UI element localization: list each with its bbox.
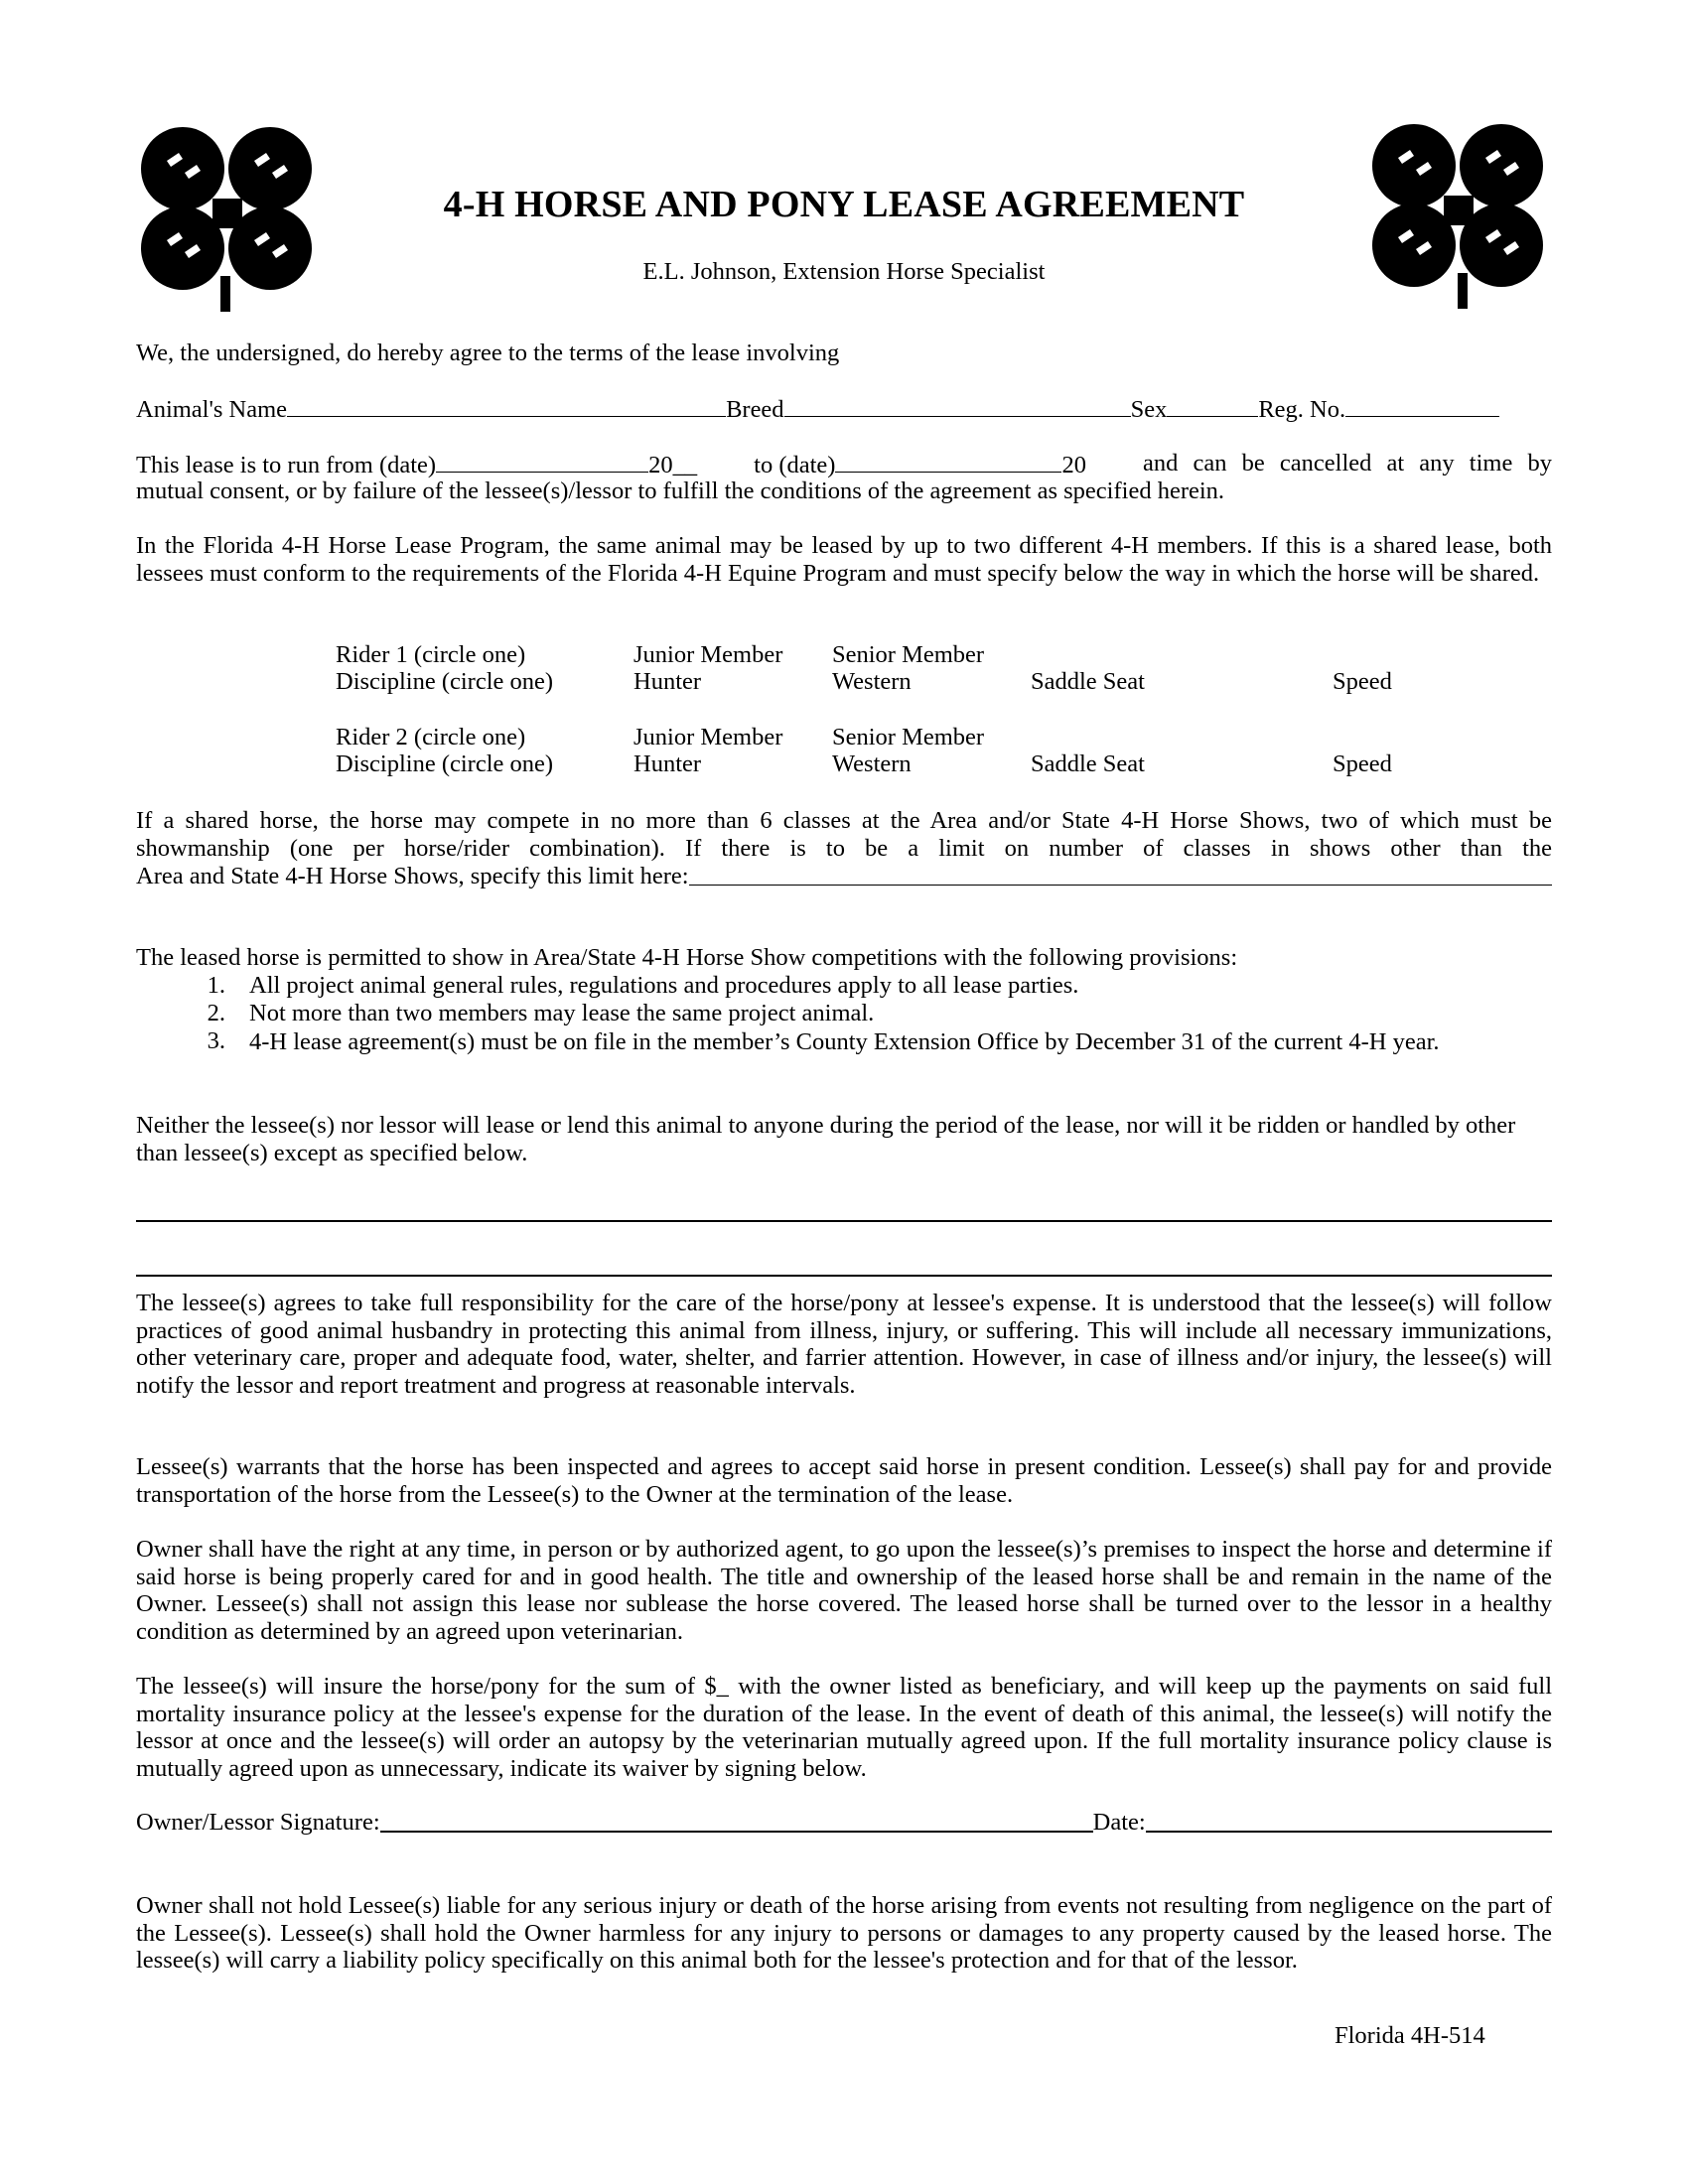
to-year: 20 (1061, 452, 1086, 478)
rider-2-western-option[interactable]: Western (832, 751, 912, 777)
intro-text: We, the undersigned, do hereby agree to the terms of the lease involving (136, 340, 840, 366)
document-author: E.L. Johnson, Extension Horse Specialist (642, 258, 1046, 285)
rider-2-label: Rider 2 (circle one) (336, 724, 526, 751)
from-date-field[interactable] (436, 450, 648, 473)
owner-rights-text: Owner shall have the right at any time, in person or by authorized agent, to go upon the lessee(s)’s premises to inspect the horse and determine if said horse is being properly cared for and in good health. The title and ownership of the leased horse shall be and remain in the name of the Owner. Lessee(s) shall not assign this lease nor sublease the horse covered. The leased horse shall be turned over to the lessor in a healthy condition as determined by an agreed upon veterinarian. (136, 1536, 1552, 1645)
rider-2-saddle-seat-option[interactable]: Saddle Seat (1031, 751, 1145, 777)
rider-1-western-option[interactable]: Western (832, 668, 912, 695)
date-label: Date: (1092, 1809, 1146, 1836)
insurance-text: The lessee(s) will insure the horse/pony for the sum of $_ with the owner listed as beneficiary, and will keep up the payments on said full mortality insurance policy at the lessee's expense for the duration of the lease. In the event of death of this animal, the lessee(s) will notify the lessor at once and the lessee(s) will order an autopsy by the veterinarian mutually agreed upon. If the full mortality insurance policy clause is mutually agreed upon as unnecessary, indicate its waiver by signing below. (136, 1673, 1552, 1782)
shared-limit-text: If a shared horse, the horse may compete in no more than 6 classes at the Area and/or State 4-H Horse Shows, two of which must be showmanship (one per horse/rider combination). If there is to be a limit on number of classes in shows other than the (136, 807, 1552, 862)
reg-no-label: Reg. No. (1258, 396, 1346, 423)
rider-2-junior-option[interactable]: Junior Member (633, 724, 783, 751)
list-item: 3. 4-H lease agreement(s) must be on file in the member’s County Extension Office by December 31 of the current 4-H year. (207, 1027, 1440, 1055)
rider-1-hunter-option[interactable]: Hunter (633, 668, 702, 695)
rider-1-senior-option[interactable]: Senior Member (832, 641, 985, 668)
animal-name-label: Animal's Name (136, 396, 288, 423)
to-date-field[interactable] (835, 450, 1061, 473)
form-number: Florida 4H-514 (1335, 2022, 1485, 2049)
document-title: 4-H HORSE AND PONY LEASE AGREEMENT (443, 184, 1245, 225)
to-date-label: to (date) (754, 452, 836, 478)
rider-2-speed-option[interactable]: Speed (1333, 751, 1392, 777)
shared-limit-field[interactable] (689, 863, 1552, 886)
provisions-list (136, 972, 1552, 1057)
signature-row (136, 1809, 1552, 1837)
specified-line-2[interactable] (136, 1275, 1552, 1277)
reg-no-field[interactable] (1345, 394, 1499, 417)
rider-2-discipline-label: Discipline (circle one) (336, 751, 554, 777)
lease-term-line (136, 450, 1552, 479)
rider-1-saddle-seat-option[interactable]: Saddle Seat (1031, 668, 1145, 695)
owner-signature-field[interactable] (380, 1809, 1093, 1833)
care-text: The lessee(s) agrees to take full responsibility for the care of the horse/pony at lessee's expense. It is understood that the lessee(s) will follow practices of good animal husbandry in protecting this animal from illness, injury, or suffering. This will include all necessary immunizations, other veterinary care, proper and adequate food, water, shelter, and farrier attention. However, in case of illness and/or injury, the lessee(s) will notify the lessor and report treatment and progress at reasonable intervals. (136, 1290, 1552, 1399)
rider-2-hunter-option[interactable]: Hunter (633, 751, 702, 777)
rider-2-senior-option[interactable]: Senior Member (832, 724, 985, 751)
breed-field[interactable] (784, 394, 1131, 417)
owner-signature-label: Owner/Lessor Signature: (136, 1809, 380, 1836)
specified-line-1[interactable] (136, 1220, 1552, 1222)
list-item: 1. All project animal general rules, regulations and procedures apply to all lease parties. (207, 972, 1079, 999)
cancel-clause: and can be cancelled at any time by (1143, 450, 1552, 477)
sex-field[interactable] (1167, 394, 1258, 417)
list-item: 2. Not more than two members may lease the same project animal. (207, 1000, 875, 1026)
provisions-intro: The leased horse is permitted to show in Area/State 4-H Horse Show competitions with the following provisions: (136, 944, 1238, 971)
rider-1-discipline-label: Discipline (circle one) (336, 668, 554, 695)
shared-program-text: In the Florida 4-H Horse Lease Program, the same animal may be leased by up to two different 4-H members. If this is a shared lease, both lessees must conform to the requirements of the Florida 4-H Equine Program and must specify below the way in which the horse will be shared. (136, 532, 1552, 587)
sex-label: Sex (1130, 396, 1168, 423)
inspection-text: Lessee(s) warrants that the horse has been inspected and agrees to accept said horse in present condition. Lessee(s) shall pay for and provide transportation of the horse from the Lessee(s) to the Owner at the termination of the lease. (136, 1453, 1552, 1508)
from-date-label: This lease is to run from (date) (136, 452, 437, 478)
no-sublease-text: Neither the lessee(s) nor lessor will lease or lend this animal to anyone during the period of the lease, nor will it be ridden or handled by other than lessee(s) except as specified below. (136, 1112, 1516, 1166)
shared-limit-label: Area and State 4-H Horse Shows, specify this limit here: (136, 863, 689, 889)
animal-name-field[interactable] (287, 394, 726, 417)
date-field[interactable] (1146, 1809, 1552, 1833)
shared-limit-line (136, 863, 1552, 890)
breed-label: Breed (726, 396, 784, 423)
animal-info-row (136, 394, 1552, 424)
from-year: 20__ (648, 452, 698, 478)
rider-1-label: Rider 1 (circle one) (336, 641, 526, 668)
rider-1-junior-option[interactable]: Junior Member (633, 641, 783, 668)
liability-text: Owner shall not hold Lessee(s) liable for any serious injury or death of the horse arising from events not resulting from negligence on the part of the Lessee(s). Lessee(s) shall hold the Owner harmless for any injury to persons or damages to any property caused by the leased horse. The lessee(s) will carry a liability policy specifically on this animal both for the lessee's protection and for that of the lessor. (136, 1892, 1552, 1974)
rider-1-speed-option[interactable]: Speed (1333, 668, 1392, 695)
cancel-clause-cont: mutual consent, or by failure of the lessee(s)/lessor to fulfill the conditions of the agreement as specified herein. (136, 478, 1225, 504)
